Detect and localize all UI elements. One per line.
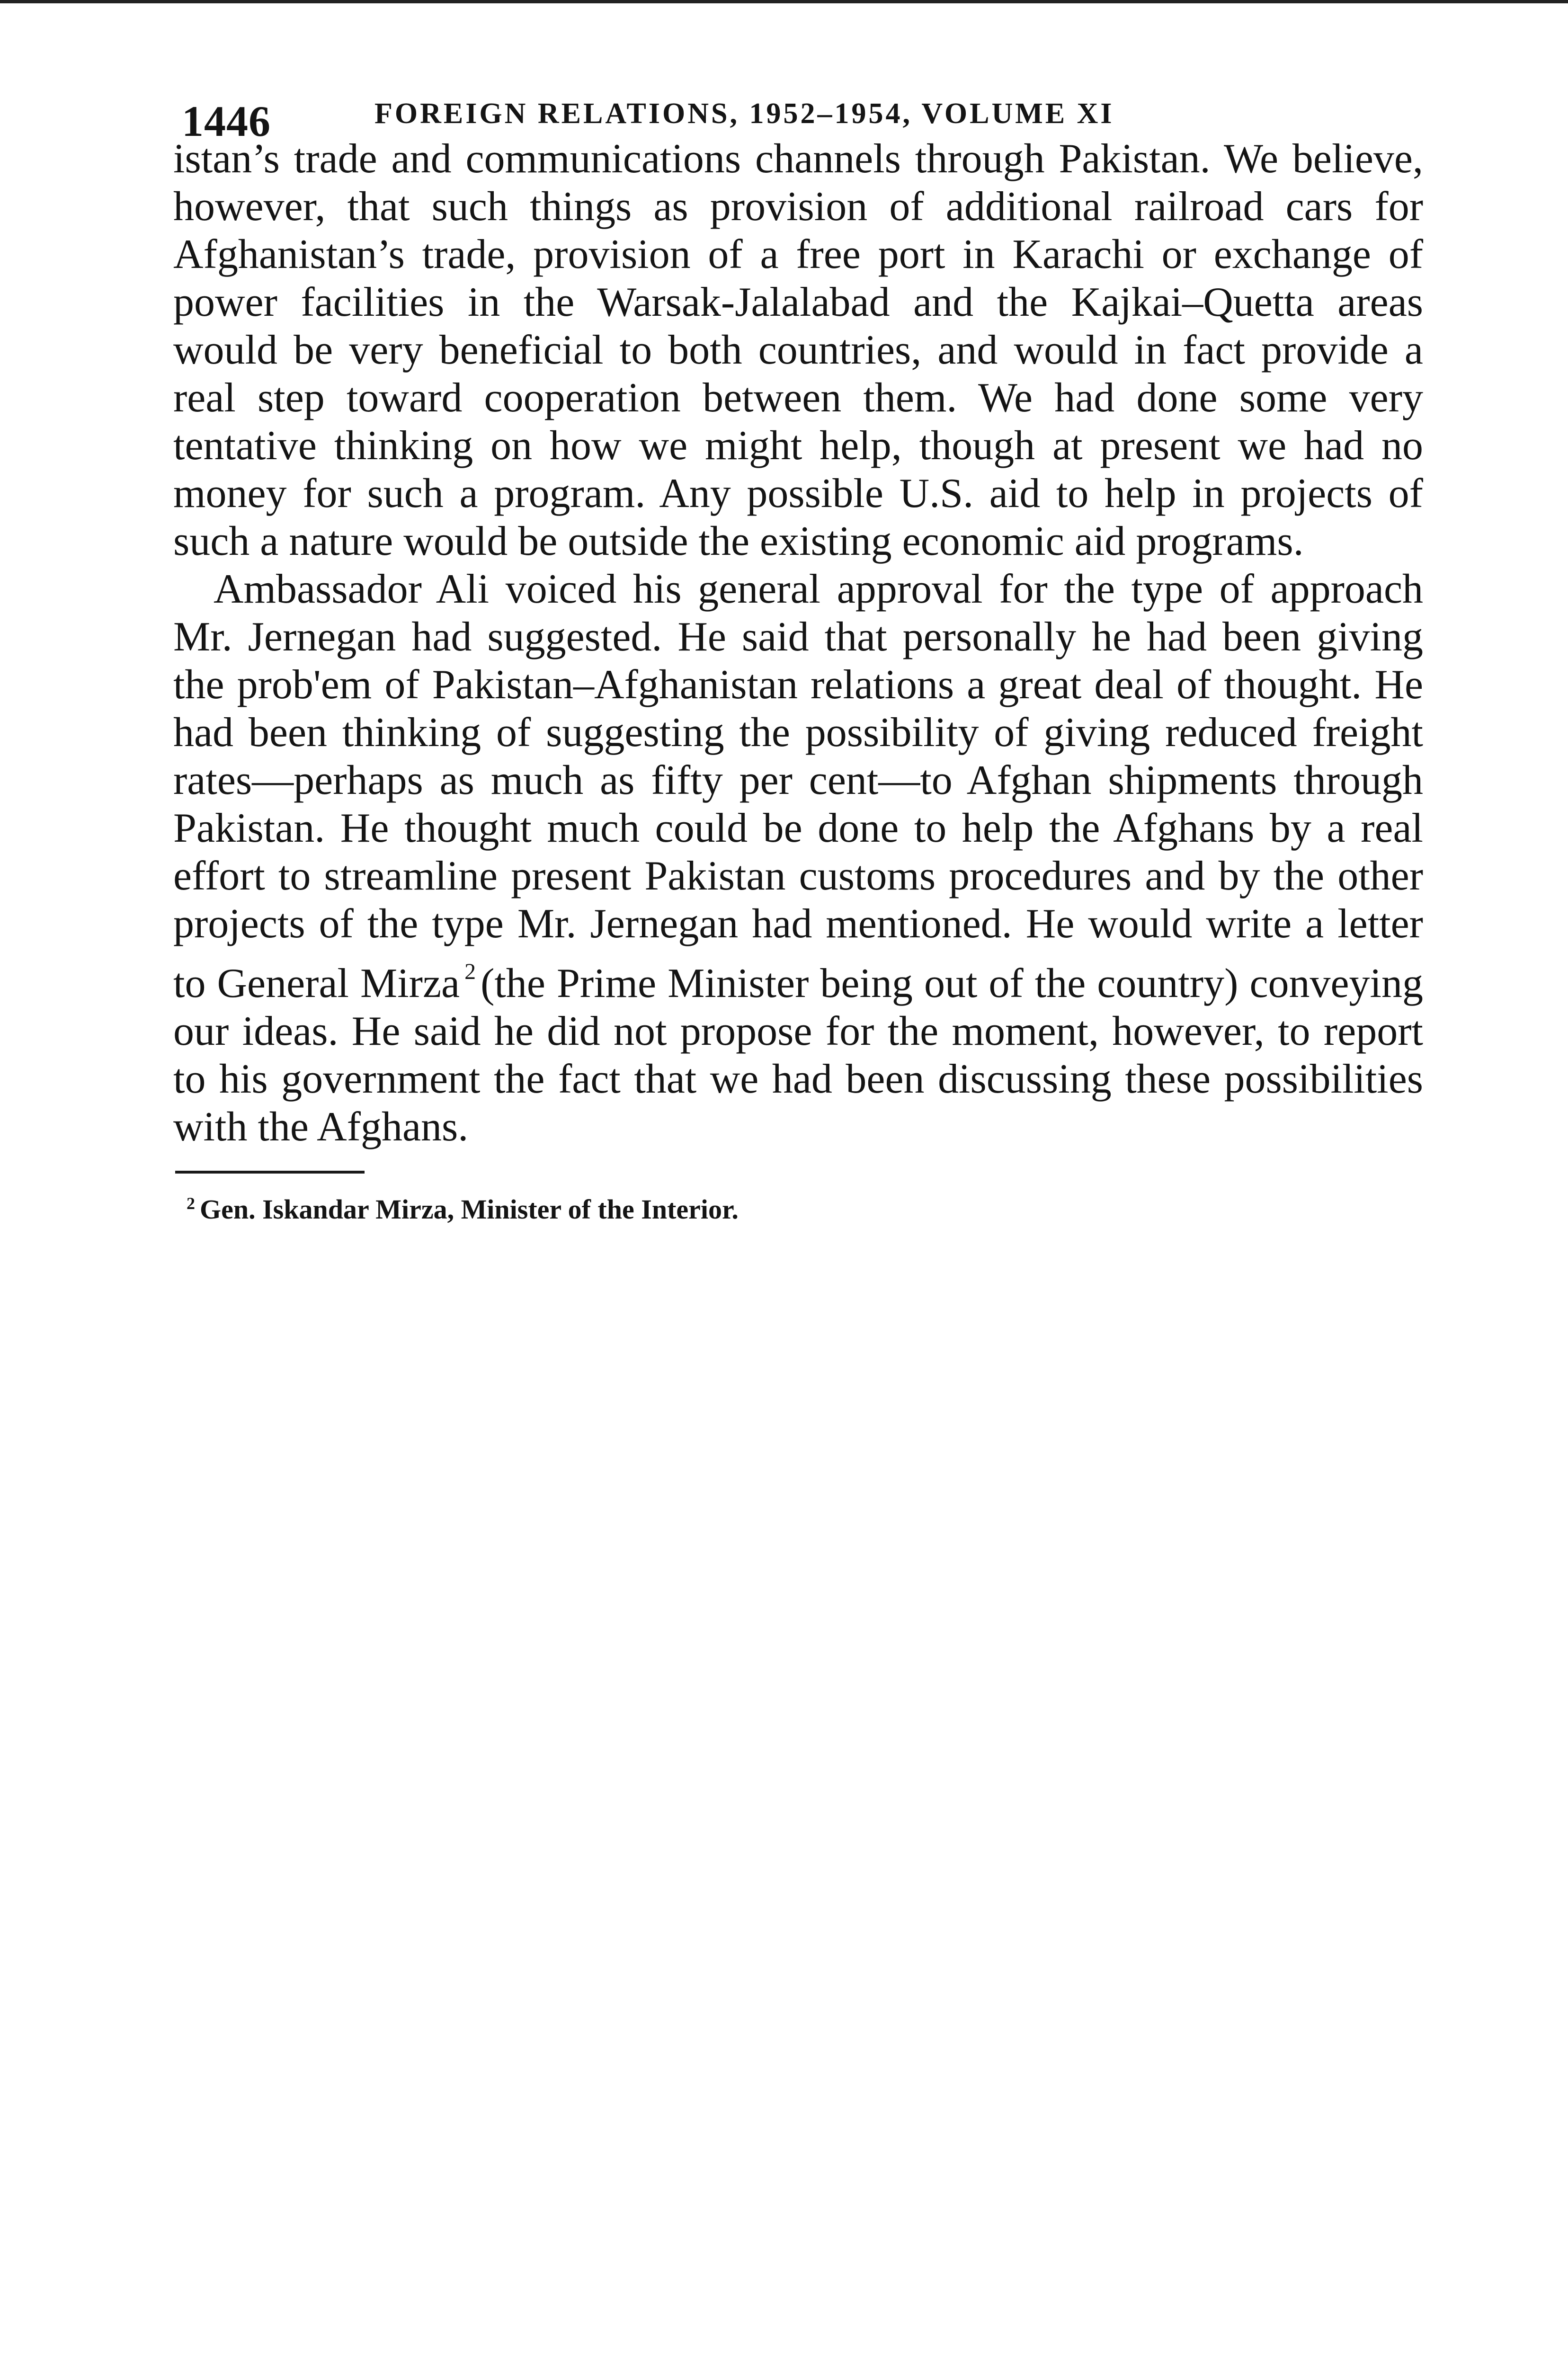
footnote-reference: 2 — [464, 959, 476, 984]
body-text — [173, 135, 1423, 1151]
footnote-divider — [175, 1171, 365, 1174]
paragraph — [173, 565, 1423, 1151]
running-title: FOREIGN RELATIONS, 1952–1954, VOLUME XI — [374, 98, 1114, 130]
footnote — [187, 1187, 1423, 1226]
footnote-marker: 2 — [187, 1194, 195, 1213]
paragraph: istan’s trade and communications channels through Pakistan. We believe, however, that such things as provision of additional railroad cars for Afghanistan’s trade, provision of a free port in Karachi or exchange of power facilities in the Warsak-Jalalabad and the Kajkai–Quetta areas would be very beneficial to both countries, and would in fact provide a real step toward cooperation between them. We had done some very tentative thinking on how we might help, though at present we had no money for such a program. Any possible U.S. aid to help in projects of such a nature would be outside the existing economic aid programs. — [173, 136, 1423, 564]
scan-top-border — [0, 0, 1568, 3]
footnote-text: Gen. Iskandar Mirza, Minister of the Interior. — [200, 1194, 739, 1225]
document-page — [173, 83, 1423, 1226]
running-header — [173, 83, 1423, 145]
paragraph-text: (the Prime Minister being out of the country) conveying our ideas. He said he did not propose for the moment, however, to report to his government the fact that we had been discussing these possibilities with the Afghans. — [173, 961, 1424, 1150]
paragraph-text: Ambassador Ali voiced his general approval for the type of approach Mr. Jernegan had suggested. He said that personally he had been giving the prob'em of Pakistan–Afghanistan relations a great deal of thought. He had been thinking of suggesting the possibility of giving reduced freight rates—perhaps as much as fifty per cent—to Afghan shipments through Pakistan. He thought much could be done to help the Afghans by a real effort to streamline present Pakistan customs procedures and by the other projects of the type Mr. Jernegan had mentioned. He would write a letter to General Mirza — [173, 566, 1423, 1006]
page-number: 1446 — [182, 97, 271, 145]
